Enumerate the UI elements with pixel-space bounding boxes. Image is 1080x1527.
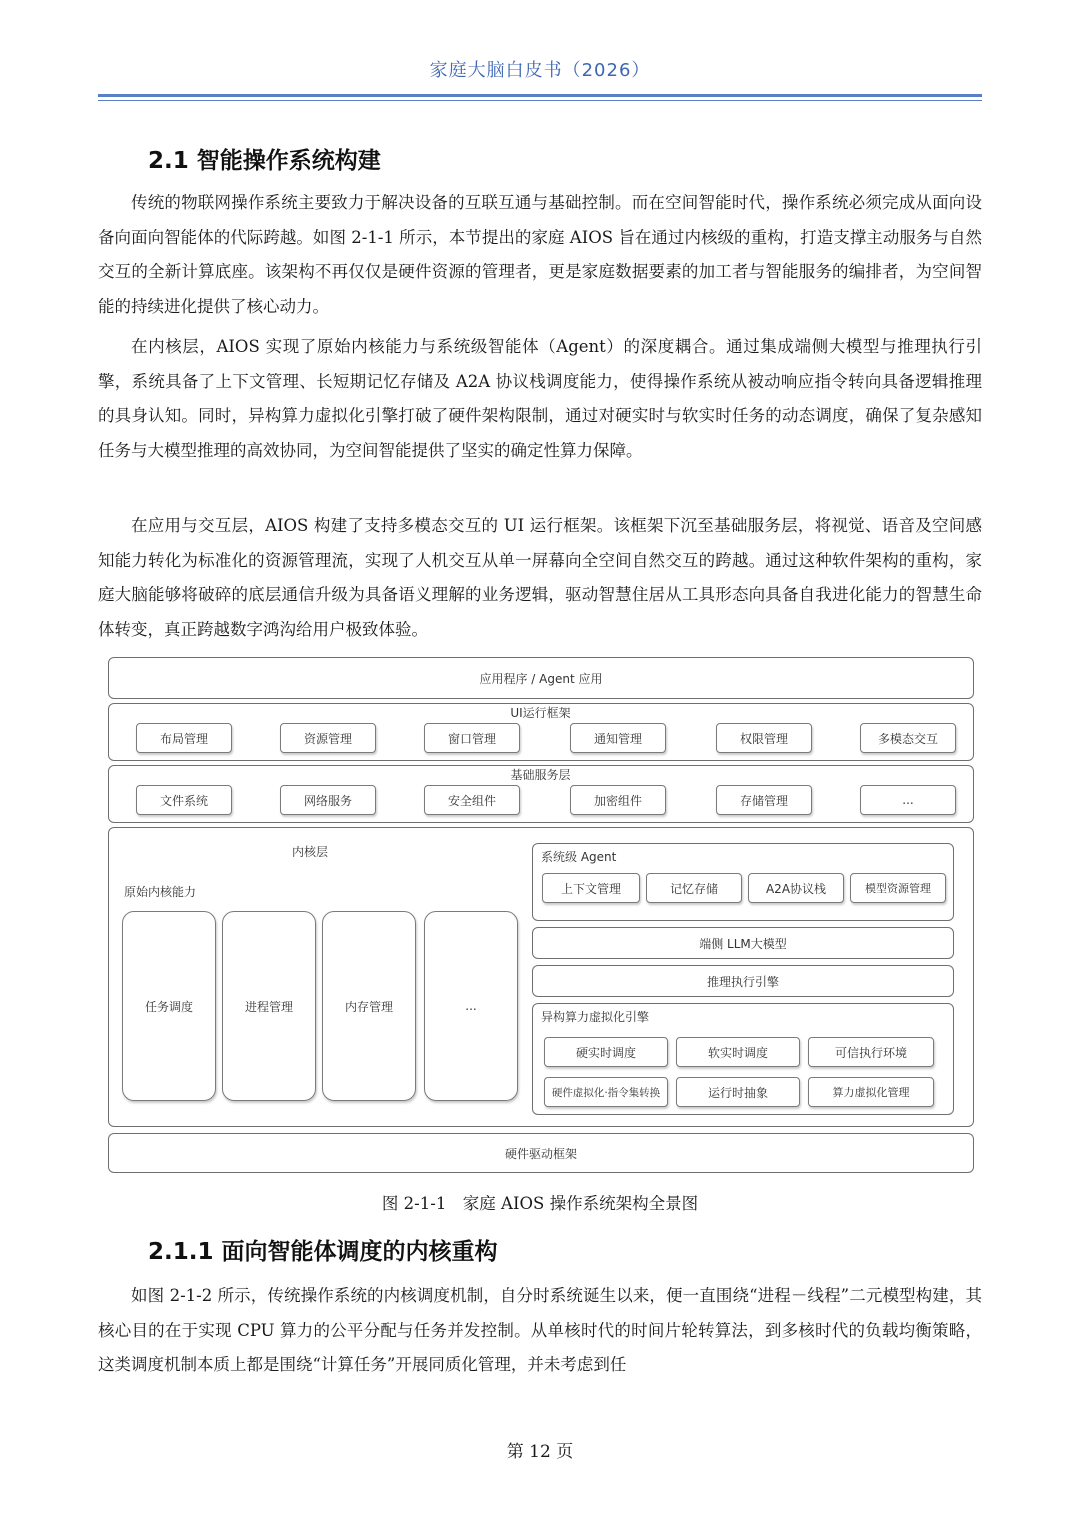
native-item-process: 进程管理 [222,911,316,1101]
service-network: 网络服务 [280,785,376,815]
figure-caption: 图 2-1-1 家庭 AIOS 操作系统架构全景图 [381,1194,699,1213]
paragraph-3: 在应用与交互层，AIOS 构建了支持多模态交互的 UI 运行框架。该框架下沉至基础服务层，将视觉、语音及空间感知能力转化为标准化的资源管理流，实现了人机交互从单一屏幕向全空间自然交互的跨越。通过这种软件架构的重构，家庭大脑能够将破碎的底层通信升级为具备语义理解的业务逻辑，驱动智慧住居从工具形态向具备自我进化能力的智慧生命体转变，真正跨越数字鸿沟给用户极致体验。 [98,516,982,639]
paragraph-2: 在内核层，AIOS 实现了原始内核能力与系统级智能体（Agent）的深度耦合。通过集成端侧大模型与推理执行引擎，系统具备了上下文管理、长短期记忆存储及 A2A 协议栈调度能力，使得操作系统从被动响应指令转向具备逻辑推理的具身认知。同时，异构算力虚拟化引擎打破了硬件架构限制，通过对硬实时与软实时任务的动态调度，确保了复杂感知任务与大模型推理的高效协同，为空间智能提供了坚实的确定性算力保障。 [98,337,982,460]
hetero-item-tee: 可信执行环境 [808,1037,934,1067]
agent-item-memory: 记忆存储 [646,873,742,903]
service-file-system: 文件系统 [136,785,232,815]
paragraph-1: 传统的物联网操作系统主要致力于解决设备的互联互通与基础控制。而在空间智能时代，操作系统必须完成从面向设备向面向智能体的代际跨越。如图 2-1-1 所示，本节提出的家庭 AIOS 旨在通过内核级的重构，打造支撑主动服务与自然交互的全新计算底座。该架构不再仅仅是硬件资源的管理者，更是家庭数据要素的加工者与智能服务的编排者，为空间智能的持续进化提供了核心动力。 [98,193,982,316]
ui-framework-box [108,703,974,761]
header-title: 家庭大脑白皮书（2026） [429,60,651,81]
paragraph-4: 如图 2-1-2 所示，传统操作系统的内核调度机制，自分时系统诞生以来，便一直围绕“进程－线程”二元模型构建，其核心目的在于实现 CPU 算力的公平分配与任务并发控制。从单核时代的时间片轮转算法，到多核时代的负载均衡策略，这类调度机制本质上都是围绕“计算任务”开展同质化管理，并未考虑到任 [98,1286,982,1374]
native-item-more: ... [424,911,518,1101]
header-rule-thin [98,100,982,101]
ui-item-permission: 权限管理 [716,723,812,753]
ui-item-window: 窗口管理 [424,723,520,753]
hetero-item-runtime-abstraction: 运行时抽象 [676,1077,800,1107]
agent-item-model-resource: 模型资源管理 [850,873,946,903]
hetero-item-compute-virtualization: 算力虚拟化管理 [808,1077,934,1107]
native-item-task-scheduling: 任务调度 [122,911,216,1101]
aios-architecture-diagram [108,657,974,1175]
inference-engine-box [532,965,954,997]
native-kernel-title: 原始内核能力 [124,885,197,899]
subsection-title: 2.1.1 面向智能体调度的内核重构 [148,1239,498,1265]
service-encryption: 加密组件 [570,785,666,815]
page-number: 第 12 页 [506,1442,574,1462]
hetero-compute-title: 异构算力虚拟化引擎 [541,1010,650,1024]
agent-item-a2a: A2A协议栈 [748,873,844,903]
service-more: ... [860,785,956,815]
llm-box [532,927,954,959]
ui-item-notification: 通知管理 [570,723,666,753]
ui-item-resource: 资源管理 [280,723,376,753]
system-agent-title: 系统级 Agent [541,850,617,864]
driver-framework-box [108,1133,974,1173]
ui-item-layout: 布局管理 [136,723,232,753]
ui-item-multimodal: 多模态交互 [860,723,956,753]
section-title: 2.1 智能操作系统构建 [148,148,381,174]
agent-item-context: 上下文管理 [542,873,640,903]
service-security: 安全组件 [424,785,520,815]
app-layer-box [108,657,974,699]
driver-framework-label: 硬件驱动框架 [504,1146,577,1161]
app-layer-label: 应用程序 / Agent 应用 [479,671,603,686]
hetero-item-hw-virtualization: 硬件虚拟化·指令集转换 [544,1077,668,1107]
service-storage: 存储管理 [716,785,812,815]
llm-label: 端侧 LLM大模型 [699,936,787,951]
header-rule [98,94,982,97]
hetero-item-soft-realtime: 软实时调度 [676,1037,800,1067]
hetero-item-hard-realtime: 硬实时调度 [544,1037,668,1067]
inference-engine-label: 推理执行引擎 [706,974,779,989]
base-services-title: 基础服务层 [510,768,571,782]
kernel-title: 内核层 [292,845,329,859]
base-services-box [108,765,974,823]
native-item-memory: 内存管理 [322,911,416,1101]
ui-framework-title: UI运行框架 [510,706,571,720]
